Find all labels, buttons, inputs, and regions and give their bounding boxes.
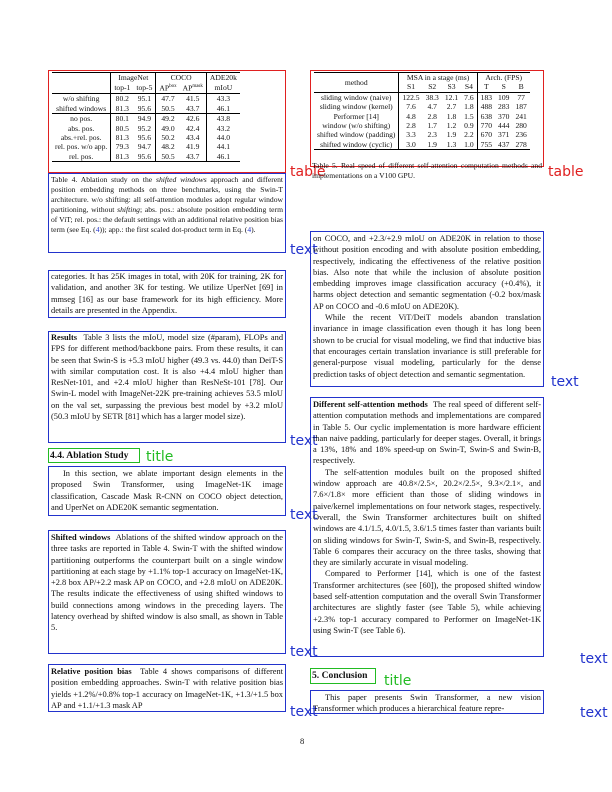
table5-cell: 12.1 — [444, 92, 459, 102]
label-text-8: text — [580, 705, 608, 721]
table4-row-name: no pos. — [52, 114, 111, 124]
table4-cell: 95.6 — [133, 133, 156, 142]
label-title-2: title — [384, 673, 412, 689]
table4-cell: 41.9 — [180, 142, 207, 151]
table5-cell: 2.8 — [406, 121, 416, 131]
table5-cell: 1.7 — [427, 121, 437, 131]
label-table-1: table — [290, 164, 326, 180]
table5-cell: 1.8 — [446, 111, 457, 121]
table4-cell: 80.1 — [115, 114, 129, 124]
left-para-results: Results Table 3 lists the mIoU, model size (#param), FLOPs and FPS for different method/backbone pairs. From these results, it can be seen that Swin-S is +5.3 mIoU higher (49.3 vs. 44.0) than DeiT-S with similar computation cost. It is also +4.4 mIoU higher than ResNet-101, and +2.4 mIoU higher than ResNeSt-101 [78]. Our Swin-L model with ImageNet-22K pre-training achieves 53.5 mIoU on the val set, surpassing the previous best model by +3.2 mIoU (50.3 mIoU by SETR [81] which has a larger model size). — [48, 331, 286, 443]
table5-cell: 109 — [498, 92, 510, 102]
table5-cell: 183 — [480, 92, 493, 102]
left-para-ablation-intro: In this section, we ablate important design elements in the proposed Swin Transformer, using ImageNet-1K image classification, Cascade Mask R-CNN on COCO object detection, and UperNet on ADE20K semantic segmentation. — [48, 466, 286, 516]
table5-cell: 241 — [515, 111, 527, 121]
label-text-7: text — [580, 651, 608, 667]
table5-row-name: sliding window (kernel) — [314, 102, 399, 111]
left-para-relative-bias: Relative position bias Table 4 shows comparisons of different position embedding approaches. Swin-T with relative position bias yields +1.2%/+0.8% top-1 accuracy on ImageNet-1K, +1.3/+1.5 box AP and +1.1/+1.3 mask AP — [48, 664, 286, 712]
table5-cell: 370 — [498, 111, 510, 121]
table4-row — [52, 152, 240, 162]
table5-cell: 0.9 — [461, 121, 477, 130]
table5-cell: 38.3 — [425, 92, 439, 102]
table5-cell: 2.2 — [461, 130, 477, 139]
table4-cell: 95.1 — [133, 94, 156, 104]
label-text-2: text — [290, 433, 318, 449]
table4-cell: 81.3 — [115, 103, 129, 113]
table4-head-top1: top-1 — [114, 83, 131, 93]
table4-cell: 50.2 — [161, 132, 175, 142]
table4-cell: 41.5 — [180, 94, 207, 104]
table4-row-name: rel. pos. w/o app. — [52, 142, 111, 151]
table5-region — [310, 70, 544, 167]
table5-cell: 1.9 — [427, 139, 437, 149]
table5-row-name: Performer [14] — [314, 112, 399, 121]
table4-cell: 49.0 — [161, 123, 175, 133]
table5-cell: 7.6 — [406, 102, 416, 112]
table4-cell: 46.1 — [216, 151, 231, 161]
table5-cell: 280 — [515, 121, 527, 131]
table5-cell: 2.3 — [427, 130, 437, 140]
table5-cell: 187 — [515, 102, 527, 112]
table5-cell: 1.9 — [446, 130, 457, 140]
table5-cell: 2.8 — [427, 111, 437, 121]
right-para-self-attention-methods: Different self-attention methods The real speed of different self-attention computation methods and implementations are compared in Table 5. Our cyclic implementation is more hardware efficient than naive padding, particularly for deeper stages. Overall, it brings a 13%, 18% and 18% speed-up on Swin-T, Swin-S and Swin-B, respectively. The self-attention modules built on the proposed shifted window approach are 40.8×/2.5×, 20.2×/2.5×, 9.3×/2.1×, and 7.6×/1.8× more efficient than those of sliding windows in naive/kernel implementations on four network stages, respectively. Overall, the Swin Transformer architectures built on shifted windows are 4.1/1.5, 4.0/1.5, 3.6/1.5 times faster than variants built on sliding windows for Swin-T, Swin-S, and Swin-B, respectively. Table 6 compares their accuracy on the three tasks, showing that they are similarly accurate in visual modeling. Compared to Performer [14], which is one of the fastest Transformer architectures (see [60]), the proposed shifted window based self-attention computation and the overall Swin Transformer architectures are slightly faster (see Table 5), while achieving +2.3% top-1 accuracy compared to Performer on ImageNet-1K using Swin-T (see Table 6). — [310, 397, 544, 657]
table4-row-name: shifted windows — [52, 104, 111, 114]
table4-head-apmask: $AP^{mask}$ — [180, 82, 207, 93]
table4-cell: 43.7 — [180, 152, 207, 162]
table4-cell: 49.2 — [161, 114, 175, 124]
table5-row-name: sliding window (naive) — [314, 92, 399, 102]
table5-cell: 2.7 — [446, 102, 457, 112]
table4-cell: 80.2 — [115, 94, 129, 104]
table5-col-head: B — [518, 82, 524, 92]
table4-cell: 95.2 — [133, 124, 156, 133]
table5-cell: 236 — [515, 130, 527, 140]
table5-cell: 670 — [480, 130, 493, 140]
table4 — [52, 72, 240, 162]
table4-cell: 43.8 — [216, 114, 231, 124]
table4-caption: Table 4. Ablation study on the shifted windows approach and different position embedding methods on three benchmarks, using the Swin-T architecture. w/o shifting: all self-attention modules adopt regular window partitioning, without shifting; abs. pos.: absolute position embedding term of ViT; rel. pos.: the default settings with an additional relative position bias term (see Eq. (4)); app.: the first scaled dot-product term in Eq. (4). — [48, 173, 286, 253]
table4-head-imagenet: ImageNet — [111, 73, 156, 83]
table4-cell: 94.9 — [133, 114, 156, 124]
label-text-6: text — [551, 374, 579, 390]
table4-cell: 48.2 — [161, 142, 175, 152]
table5-col-head: S2 — [428, 82, 437, 92]
table4-cell: 94.7 — [133, 142, 156, 151]
table5-cell: 4.7 — [427, 102, 437, 112]
table4-row — [52, 104, 240, 114]
table5-cell: 3.3 — [406, 130, 416, 140]
table4-cell: 95.6 — [133, 152, 156, 162]
table4-row-name: rel. pos. — [52, 152, 111, 162]
right-para-position-and-invariance: on COCO, and +2.3/+2.9 mIoU on ADE20K in relation to those without position encoding and with absolute position embedding, respectively, indicating the effectiveness of the relative position bias. Also note that while the inclusion of absolute position embedding improves image classification accuracy (+0.4%), it harms object detection and semantic segmentation (-0.2 box/mask AP on COCO and -0.6 mIoU on ADE20K). While the recent ViT/DeiT models abandon translation invariance in image classification even though it has long been shown to be crucial for visual modeling, we find that inductive bias that encourages certain translation invariance is still preferable for general-purpose visual modeling, particularly for the dense prediction tasks of object detection and semantic segmentation. — [310, 231, 544, 387]
table4-head-ade: ADE20k — [209, 73, 237, 82]
table5-head-arch: Arch. (FPS) — [485, 73, 523, 82]
table4-cell: 44.0 — [216, 132, 231, 142]
table4-head-top5: top-5 — [133, 82, 156, 93]
label-text-5: text — [290, 704, 318, 720]
table5-cell: 77 — [517, 92, 525, 102]
table5-cell: 4.8 — [406, 111, 416, 121]
table5-col-head: T — [484, 82, 489, 92]
table5-row-name: window (w/o shifting) — [314, 121, 399, 130]
table4-cell: 43.4 — [180, 133, 207, 142]
table4-row — [52, 142, 240, 151]
label-title-1: title — [146, 449, 174, 465]
table4-cell: 44.1 — [216, 142, 231, 152]
label-table-2: table — [548, 164, 584, 180]
table4-row-name: abs.+rel. pos. — [52, 133, 111, 142]
table4-cell: 47.7 — [161, 94, 175, 104]
table5-row — [314, 92, 530, 102]
table5-cell: 283 — [498, 102, 510, 112]
table5-row — [314, 102, 530, 111]
table5-cell: 7.6 — [461, 92, 477, 102]
table4-region — [48, 70, 286, 173]
table5-cell: 278 — [515, 139, 527, 149]
table4-cell: 79.3 — [115, 142, 129, 152]
table5-row-name: shifted window (padding) — [314, 130, 399, 139]
section-5-title: 5. Conclusion — [310, 668, 376, 684]
table5-cell: 1.3 — [446, 139, 457, 149]
table4-cell: 42.4 — [180, 124, 207, 133]
table5-cell: 371 — [498, 130, 510, 140]
table5-cell: 770 — [480, 121, 493, 131]
table5-head-msa: MSA in a stage (ms) — [399, 73, 477, 83]
table5-cell: 444 — [498, 121, 510, 131]
table5-row — [314, 112, 530, 121]
table5-caption: Table 5. Real speed of different self-attention computation methods and implementations on a V100 GPU. — [312, 161, 542, 180]
table4-row — [52, 124, 240, 133]
table5-cell: 3.0 — [406, 139, 416, 149]
table5-cell: 755 — [480, 139, 493, 149]
table4-cell: 50.5 — [161, 151, 175, 161]
table4-row-name: abs. pos. — [52, 124, 111, 133]
table5-cell: 1.5 — [461, 112, 477, 121]
table5 — [314, 72, 530, 150]
table5-row — [314, 130, 530, 139]
table4-cell: 81.3 — [115, 151, 129, 161]
table4-cell: 43.7 — [180, 104, 207, 114]
label-text-3: text — [290, 507, 318, 523]
table5-row — [314, 140, 530, 150]
table5-cell: 1.8 — [461, 102, 477, 111]
table5-head-method: method — [314, 73, 399, 93]
table4-row — [52, 114, 240, 124]
table5-cell: 1.2 — [446, 121, 457, 131]
label-text-4: text — [290, 644, 318, 660]
table4-row — [52, 133, 240, 142]
table5-col-head: S4 — [461, 82, 477, 92]
page-number: 8 — [300, 736, 305, 746]
table4-cell: 80.5 — [115, 123, 129, 133]
table5-col-head: S1 — [407, 82, 416, 92]
table4-head-apbox: $AP^{box}$ — [159, 83, 177, 93]
table5-cell: 638 — [480, 111, 493, 121]
table4-cell: 81.3 — [115, 132, 129, 142]
table4-cell: 43.3 — [216, 94, 231, 104]
table5-row-name: shifted window (cyclic) — [314, 140, 399, 150]
table5-row — [314, 121, 530, 130]
table4-cell: 95.6 — [133, 104, 156, 114]
label-text-1: text — [290, 242, 318, 258]
table4-cell: 43.2 — [216, 123, 231, 133]
table4-row — [52, 94, 240, 104]
table4-row-name: w/o shifting — [52, 94, 111, 104]
table4-head-coco: COCO — [156, 73, 207, 83]
table5-cell: 1.0 — [461, 140, 477, 150]
table5-cell: 437 — [498, 139, 510, 149]
table4-cell: 46.1 — [216, 103, 231, 113]
section-4-4-title: 4.4. Ablation Study — [48, 448, 140, 463]
left-para-shifted-windows: Shifted windows Ablations of the shifted window approach on the three tasks are reported in Table 4. Swin-T with the shifted window partitioning outperforms the counterpart built on a single window partitioning at each stage by +1.1% top-1 accuracy on ImageNet-1K, +2.8 box AP/+2.2 mask AP on COCO, and +2.8 mIoU on ADE20K. The results indicate the effectiveness of using shifted windows to build connections among windows in the preceding layers. The latency overhead by shifted window is also small, as shown in Table 5. — [48, 530, 286, 654]
table5-col-head: S — [501, 82, 506, 92]
table5-col-head: S3 — [447, 82, 456, 92]
table4-head-miou: mIoU — [214, 83, 233, 93]
table4-cell: 50.5 — [161, 103, 175, 113]
table4-cell: 42.6 — [180, 114, 207, 124]
table5-cell: 122.5 — [402, 92, 420, 102]
right-para-conclusion: This paper presents Swin Transformer, a new vision Transformer which produces a hierarchical feature repre- — [310, 690, 544, 714]
left-para-datasets: categories. It has 25K images in total, with 20K for training, 2K for validation, and another 3K for testing. We utilize UperNet [69] in mmseg [16] as our base framework for its high efficiency. More details are presented in the Appendix. — [48, 270, 286, 318]
table5-cell: 488 — [480, 102, 493, 112]
